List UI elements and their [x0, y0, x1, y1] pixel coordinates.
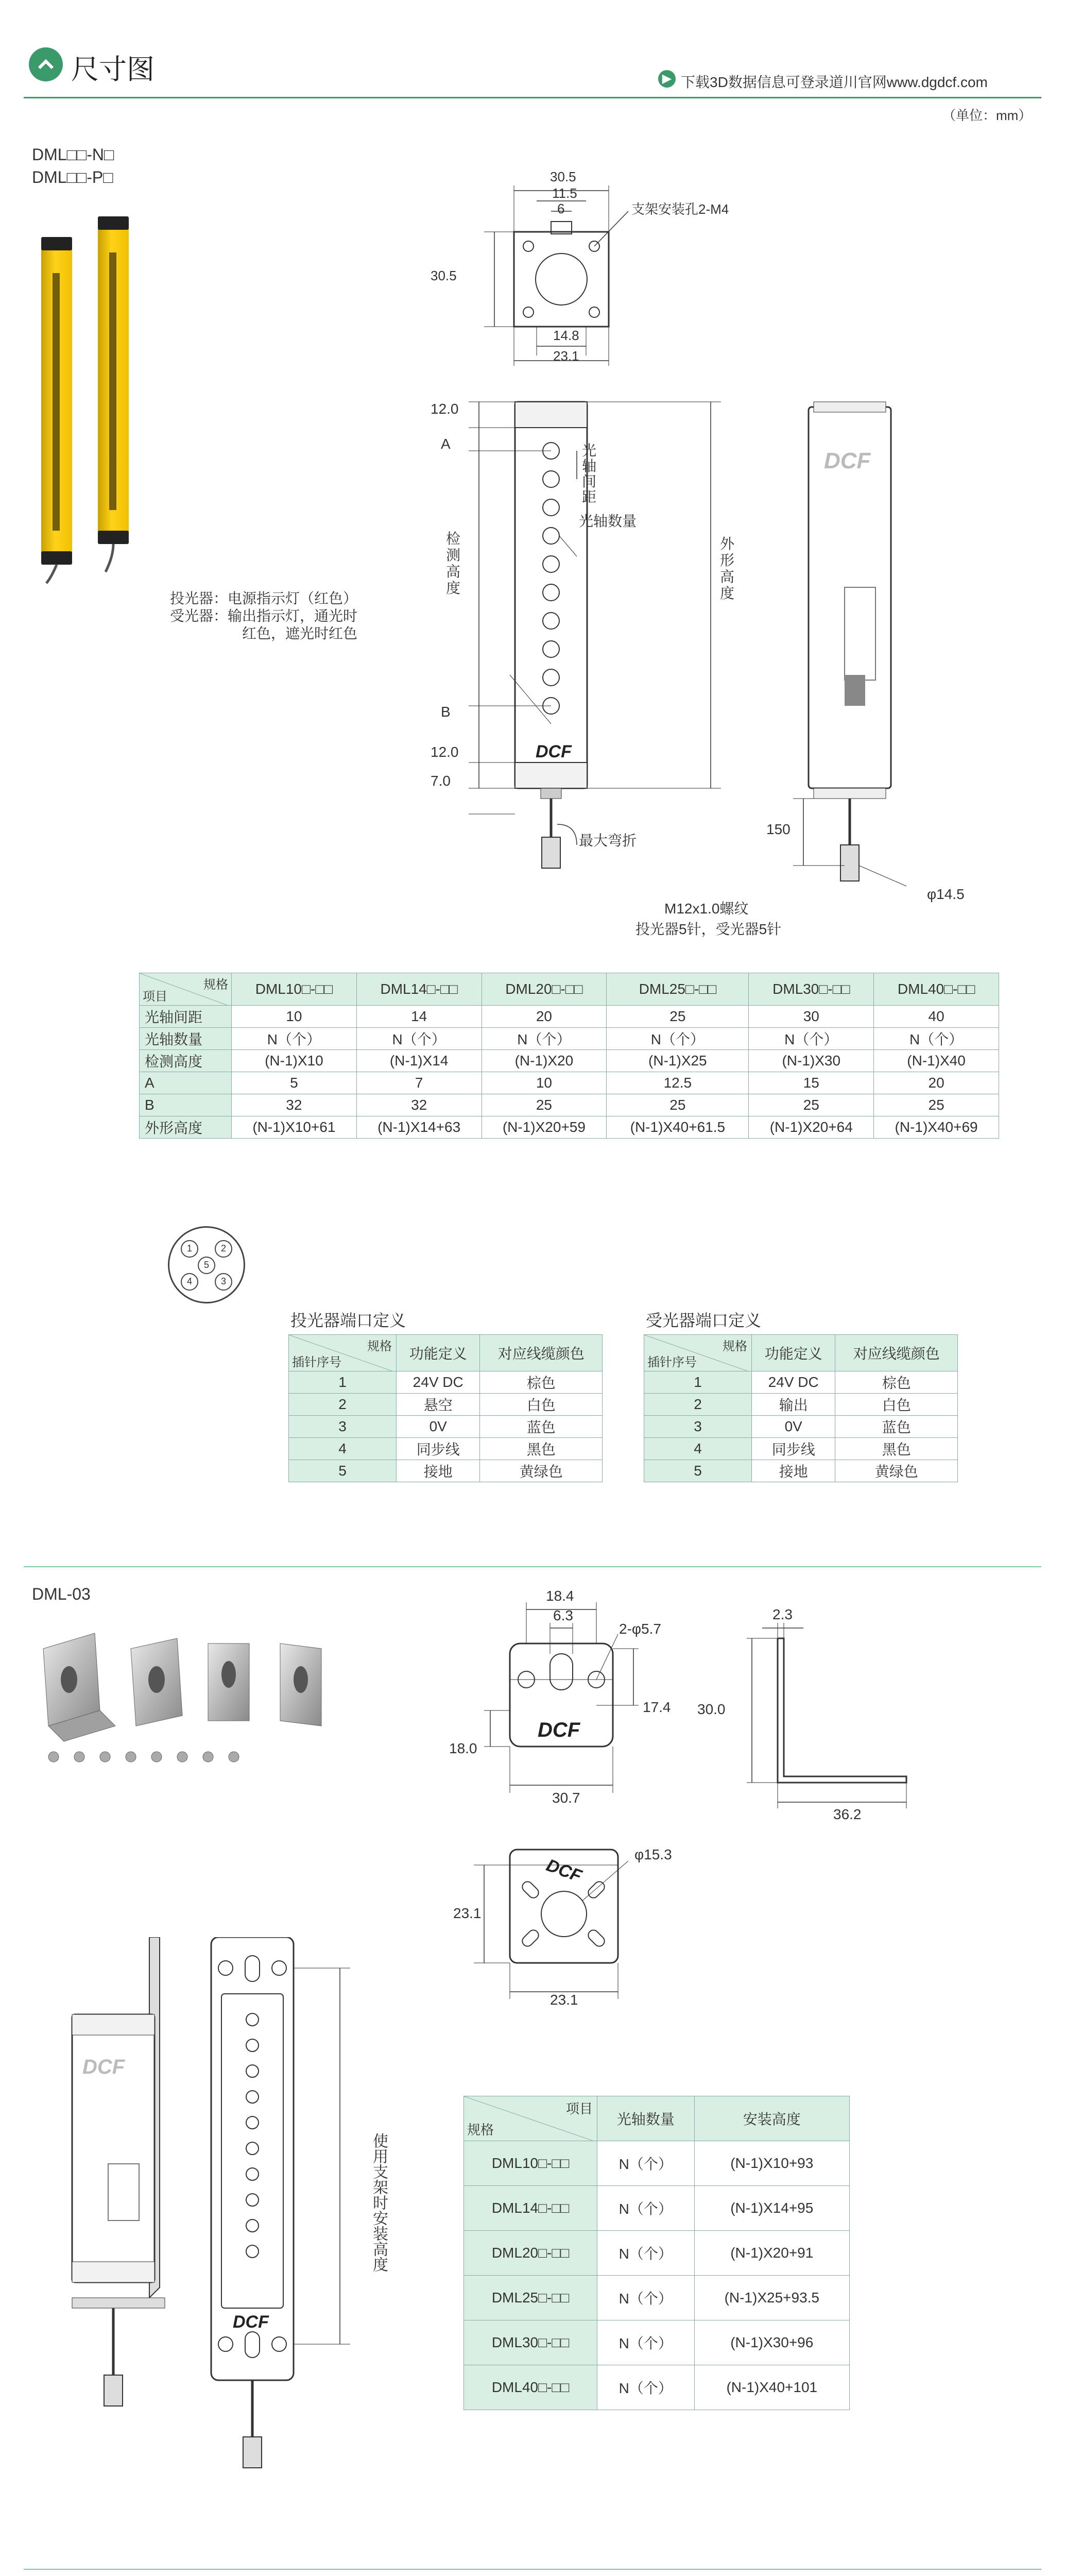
- table-row: A 5 7 10 12.5 15 20: [140, 1072, 999, 1094]
- bracket-dim-18-0: 18.0: [449, 1740, 477, 1756]
- table-row: DML14□-□□ N（个） (N-1)X14+95: [464, 2186, 850, 2231]
- table-row: DML30□-□□ N（个） (N-1)X30+96: [464, 2320, 850, 2365]
- product-photo: [36, 216, 160, 587]
- dim-b: B: [441, 704, 451, 720]
- bracket-dim-30-7: 30.7: [552, 1790, 580, 1806]
- pin-3: 3: [215, 1273, 232, 1291]
- emitter-table: 规格 插针序号 功能定义 对应线缆颜色 1 24V DC 棕色 2 悬空 白色 3 0V 蓝色 4 同步线 黑色 5 接地 黄绿色: [288, 1334, 603, 1482]
- table-row: 5 接地 黄绿色: [289, 1460, 603, 1482]
- side-logo: DCF: [824, 448, 871, 473]
- indicator-line-1: 投光器：电源指示灯（红色）: [170, 590, 358, 606]
- table-row: DML20□-□□ N（个） (N-1)X20+91: [464, 2231, 850, 2276]
- table-row: 光轴数量 N（个） N（个） N（个） N（个） N（个） N（个）: [140, 1028, 999, 1050]
- table-row: 外形高度 (N-1)X10+61 (N-1)X14+63 (N-1)X20+59 (N-1)X40+61.5 (N-1)X20+64 (N-1)X40+69: [140, 1116, 999, 1139]
- bracket-logo: DCF: [538, 1719, 580, 1741]
- bracket-thickness: 2.3: [772, 1606, 793, 1622]
- spec-table-corner: 规格 项目: [140, 973, 232, 1006]
- bracket-round-logo: DCF: [543, 1855, 585, 1886]
- section-divider-2: [24, 2569, 1041, 2570]
- table-row: 2 输出 白色: [644, 1394, 958, 1416]
- table-row: DML10□-□□ N（个） (N-1)X10+93: [464, 2141, 850, 2186]
- mount-hole-label: 支架安装孔2-M4: [631, 201, 729, 217]
- indicator-line-3: 红色，遮光时红色: [242, 625, 358, 641]
- download-info[interactable]: 下载3D数据信息可登录道川官网www.dgdcf.com: [681, 74, 988, 90]
- table-row: 检测高度 (N-1)X10 (N-1)X14 (N-1)X20 (N-1)X25 (N-1)X30 (N-1)X40: [140, 1050, 999, 1072]
- bracket-round-23-1-left: 23.1: [453, 1905, 482, 1921]
- bracket-photo: [33, 1628, 363, 1772]
- bracket-model-label: DML-03: [32, 1585, 91, 1603]
- dim-6: 6: [557, 201, 565, 216]
- header-badge: [29, 47, 63, 81]
- section-divider-1: [24, 1566, 1041, 1567]
- table-row: 5 接地 黄绿色: [644, 1460, 958, 1482]
- table-row: 4 同步线 黑色: [644, 1438, 958, 1460]
- table-row: DML40□-□□ N（个） (N-1)X40+101: [464, 2365, 850, 2410]
- assembly-logo-front: DCF: [233, 2312, 269, 2332]
- table-row: DML25□-□□ N（个） (N-1)X25+93.5: [464, 2276, 850, 2320]
- dim-a: A: [441, 436, 451, 452]
- dim-30-5-left: 30.5: [431, 268, 457, 283]
- receiver-table-title: 受光器端口定义: [646, 1311, 762, 1330]
- table-row: 3 0V 蓝色: [644, 1416, 958, 1438]
- model-label-n: DML□□-N□: [32, 145, 114, 164]
- thread-label: M12x1.0螺纹: [664, 901, 749, 917]
- bracket-side-drawing: [700, 1607, 948, 1824]
- dim-11-5: 11.5: [552, 185, 577, 201]
- dim-23-1: 23.1: [553, 348, 579, 364]
- bracket-width-36-2: 36.2: [833, 1806, 862, 1822]
- table-row: B 32 32 25 25 25 25: [140, 1094, 999, 1116]
- receiver-table: 规格 插针序号 功能定义 对应线缆颜色 1 24V DC 棕色 2 输出 白色 3 0V 蓝色 4 同步线 黑色 5 接地 黄绿色: [644, 1334, 958, 1482]
- header-divider: [24, 97, 1041, 98]
- cable-icon: [36, 216, 160, 587]
- detect-height-label: 检测高度: [446, 531, 461, 596]
- table-row: 1 24V DC 棕色: [644, 1371, 958, 1394]
- connector-pinout: [168, 1226, 245, 1303]
- install-height-label: 使用支架时安装高度: [370, 2133, 387, 2272]
- dim-30-5-top: 30.5: [550, 169, 576, 184]
- unit-label: （单位：mm）: [942, 108, 1032, 123]
- top-view-drawing: [422, 155, 680, 371]
- emitter-table-title: 投光器端口定义: [290, 1311, 406, 1330]
- dim-bottom-12: 12.0: [431, 744, 459, 760]
- table-row: 2 悬空 白色: [289, 1394, 603, 1416]
- bracket-dim-6-3: 6.3: [553, 1607, 573, 1623]
- dim-cable-7: 7.0: [431, 773, 451, 789]
- max-bend-label: 最大弯折: [579, 833, 637, 849]
- pin-4: 4: [181, 1273, 198, 1291]
- table-row: 3 0V 蓝色: [289, 1416, 603, 1438]
- bracket-dim-17-4: 17.4: [643, 1699, 671, 1715]
- axis-pitch-label: 光轴间距: [582, 443, 597, 505]
- pin-1: 1: [181, 1240, 198, 1258]
- side-view-drawing: [793, 392, 968, 907]
- chevron-up-icon: [29, 47, 63, 81]
- pin-5: 5: [198, 1257, 215, 1274]
- indicator-line-2: 受光器：输出指示灯，通光时: [170, 608, 358, 624]
- page-title: 尺寸图: [71, 54, 154, 85]
- dim-top-12: 12.0: [431, 401, 459, 417]
- dim-dia-14-5: φ14.5: [927, 886, 965, 902]
- outer-height-label: 外形高度: [720, 536, 735, 601]
- dim-14-8: 14.8: [553, 328, 579, 343]
- bracket-holes: 2-φ5.7: [619, 1621, 661, 1637]
- download-icon: ▶: [658, 70, 676, 88]
- pin-2: 2: [215, 1240, 232, 1258]
- table-row: 光轴间距 10 14 20 25 30 40: [140, 1006, 999, 1028]
- install-table: 项目 规格 光轴数量 安装高度 DML10□-□□ N（个） (N-1)X10+93 DML14□-□□ N（个） (N-1)X14+95 DML20□-□□ N（个） (N-1)X20+91 DML25□-□□ N（个） (N-1)X25+93.5 DML30□-□□ N（个） (N-1)X30+96 DML40□-□□ N（个） (N-1)X40+101: [463, 2096, 850, 2410]
- bracket-round-23-1-bottom: 23.1: [550, 1992, 578, 2008]
- pins-label: 投光器5针，受光器5针: [635, 921, 782, 937]
- axis-count-label: 光轴数量: [579, 513, 637, 529]
- bracket-round-drawing: [474, 1824, 711, 2030]
- model-label-p: DML□□-P□: [32, 168, 113, 187]
- dim-cable-150: 150: [766, 821, 791, 837]
- table-row: 4 同步线 黑色: [289, 1438, 603, 1460]
- front-logo: DCF: [536, 742, 572, 761]
- table-row: 1 24V DC 棕色: [289, 1371, 603, 1394]
- installed-assembly-drawing: [62, 1937, 371, 2535]
- bracket-round-dia: φ15.3: [634, 1846, 672, 1862]
- front-view-drawing: [422, 371, 845, 886]
- bracket-dim-18-4: 18.4: [546, 1588, 574, 1604]
- bracket-height-30: 30.0: [697, 1701, 726, 1717]
- assembly-logo-side: DCF: [82, 2056, 125, 2078]
- spec-table: 规格 项目 DML10□-□□ DML14□-□□ DML20□-□□ DML25□-□□ DML30□-□□ DML40□-□□ 光轴间距 10 14 20 25 30 40 光轴数量 N（个） N（个） N（个） N（个） N（个） N（个） 检测高度 (N-1)X10 (N-1)X14 (N-1)X20 (N-1)X25 (N-1)X30 (N-1)X40 A 5 7 10 12.5 15 20 B 32 32 25 25 25 25 外形高度 (N-1)X10+61 (N-1)X14+63 (N-1)X20+59 (N-1)X40+61.5 (N-1)X20+64 (N-1)X40+69: [139, 973, 999, 1139]
